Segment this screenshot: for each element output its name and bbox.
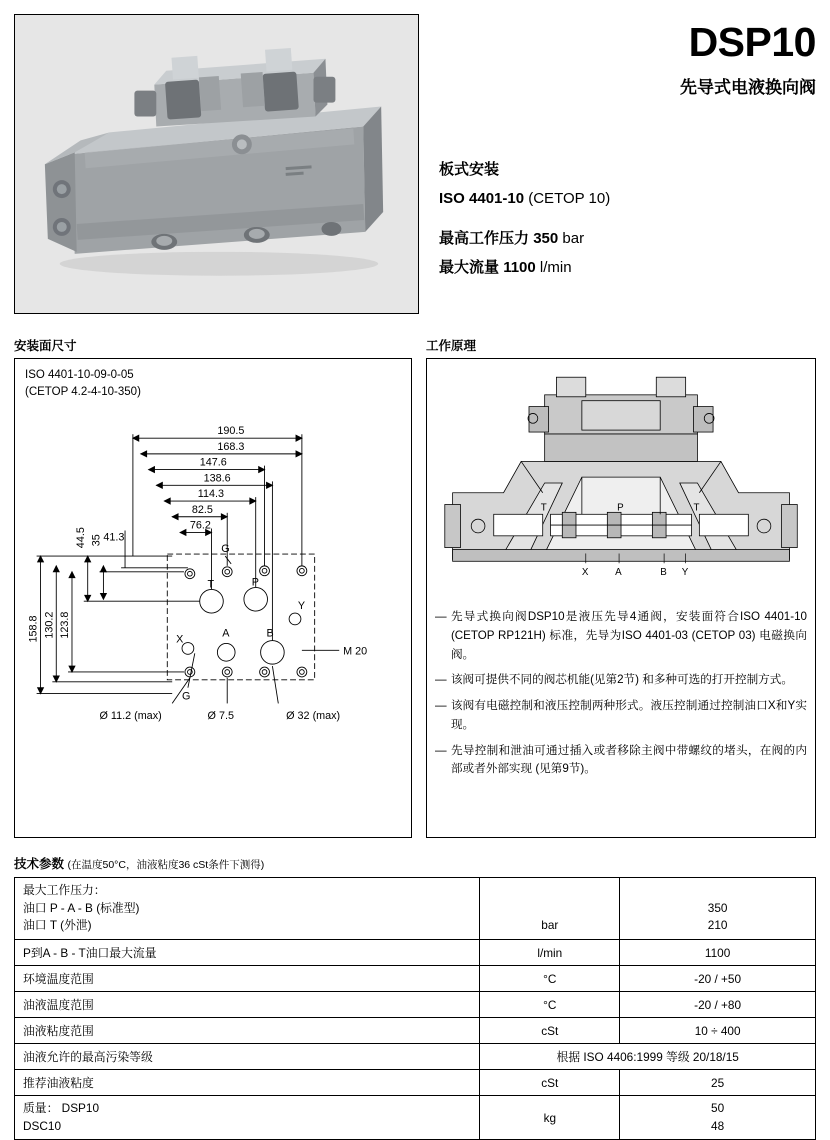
port-label-B: B bbox=[266, 627, 274, 640]
cell-unit: cSt bbox=[480, 1018, 620, 1044]
hole-note-2: Ø 7.5 bbox=[207, 710, 234, 723]
diagram-label-X: X bbox=[581, 566, 589, 578]
bullet-item bbox=[435, 742, 807, 780]
diagram-label-P: P bbox=[617, 502, 624, 514]
cell-value: 10 ÷ 400 bbox=[620, 1018, 816, 1044]
cell-value-merged: 根据 ISO 4406:1999 等级 20/18/15 bbox=[480, 1044, 816, 1070]
table-row bbox=[15, 1070, 816, 1096]
hole-note-1: Ø 11.2 (max) bbox=[99, 710, 162, 723]
cell-unit: °C bbox=[480, 966, 620, 992]
dim-168-3: 168.3 bbox=[217, 440, 245, 453]
spec-block bbox=[439, 156, 816, 282]
bullet-text: 该阀有电磁控制和液压控制两种形式。液压控制通过控制油口X和Y实现。 bbox=[450, 699, 807, 731]
cell-label: P到A - B - T油口最大流量 bbox=[15, 940, 480, 966]
table-row bbox=[15, 1018, 816, 1044]
cell-unit bbox=[480, 878, 620, 940]
bullet-text: 先导式换向阀DSP10是液压先导4通阀，安装面符合ISO 4401-10 (CETOP RP121H) 标准，先导为ISO 4401-03 (CETOP 03) 电磁换向阀。 bbox=[450, 610, 807, 661]
port-label-G-top: G bbox=[221, 543, 230, 556]
dash-marker: — bbox=[434, 610, 447, 623]
port-label-X: X bbox=[176, 633, 184, 646]
port-label-Y: Y bbox=[297, 600, 306, 613]
product-name-cn: 先导式电液换向阀 bbox=[680, 78, 816, 97]
diagram-label-A: A bbox=[615, 566, 622, 578]
tech-section-title: 技术参数 bbox=[14, 857, 65, 871]
max-pressure-unit: bar bbox=[562, 230, 585, 247]
value-line: 50 bbox=[711, 1101, 725, 1116]
cell-label: 油液允许的最高污染等级 bbox=[15, 1044, 480, 1070]
cell-label: 油液粘度范围 bbox=[15, 1018, 480, 1044]
bullet-item bbox=[435, 608, 807, 664]
cell-value: 1100 bbox=[620, 940, 816, 966]
max-pressure-line bbox=[439, 225, 816, 254]
panels-row bbox=[14, 336, 816, 838]
title-column bbox=[433, 14, 816, 314]
principle-column bbox=[426, 336, 816, 838]
port-label-P: P bbox=[251, 576, 259, 589]
max-flow-line bbox=[439, 254, 816, 283]
dim-190-5: 190.5 bbox=[217, 425, 245, 438]
mounting-face-drawing bbox=[15, 405, 411, 825]
table-row bbox=[15, 1096, 816, 1140]
tech-specs-table bbox=[14, 877, 816, 1140]
cell-label: 推荐油液粘度 bbox=[15, 1070, 480, 1096]
dim-41-3: 41.3 bbox=[103, 531, 125, 544]
dim-123-8: 123.8 bbox=[59, 611, 72, 639]
value-line: 210 bbox=[707, 918, 728, 933]
label-line: 油口 T (外泄) bbox=[23, 918, 92, 933]
dim-138-6: 138.6 bbox=[203, 472, 231, 485]
diagram-label-B: B bbox=[660, 566, 667, 578]
standard-code: ISO 4401-10 bbox=[439, 189, 525, 207]
value-line: 48 bbox=[711, 1118, 725, 1133]
cell-value bbox=[620, 878, 816, 940]
dim-130-2: 130.2 bbox=[43, 611, 56, 639]
dim-35: 35 bbox=[90, 534, 103, 547]
table-row bbox=[15, 966, 816, 992]
bullet-text: 先导控制和泄油可通过插入或者移除主阀中带螺纹的堵头，在阀的内部或者外部实现 (见第9节)。 bbox=[450, 743, 807, 776]
tech-section-note: (在温度50°C，油液粘度36 cSt条件下测得) bbox=[67, 859, 265, 871]
mounting-column bbox=[14, 336, 412, 838]
cell-value bbox=[620, 1096, 816, 1140]
bullet-item bbox=[435, 697, 807, 735]
cell-value: -20 / +80 bbox=[620, 992, 816, 1018]
dim-114-3: 114.3 bbox=[197, 488, 224, 501]
iso-standard-line1: ISO 4401-10-09-0-05 bbox=[25, 369, 134, 381]
cell-label: 环境温度范围 bbox=[15, 966, 480, 992]
dim-82-5: 82.5 bbox=[191, 503, 213, 516]
bullet-item bbox=[435, 671, 807, 690]
port-label-G-bottom: G bbox=[182, 690, 191, 703]
cell-unit: l/min bbox=[480, 940, 620, 966]
dash-marker: — bbox=[434, 699, 447, 713]
standard-paren: (CETOP 10) bbox=[528, 189, 611, 207]
valve-photo-illustration bbox=[15, 15, 418, 314]
max-flow-unit: l/min bbox=[539, 258, 572, 276]
cell-value: 25 bbox=[620, 1070, 816, 1096]
product-photo bbox=[14, 14, 419, 314]
label-line: 质量： DSP10 bbox=[23, 1101, 100, 1116]
diagram-label-T-left: T bbox=[540, 502, 547, 514]
bullet-text: 该阀可提供不同的阀芯机能(见第2节) 和多种可选的打开控制方式。 bbox=[450, 673, 793, 687]
dash-marker: — bbox=[434, 743, 447, 757]
cell-unit: kg bbox=[480, 1096, 620, 1140]
port-label-A: A bbox=[222, 627, 230, 640]
cell-label bbox=[15, 1096, 480, 1140]
thread-label-m20: M 20 bbox=[343, 645, 368, 658]
table-row bbox=[15, 940, 816, 966]
mounting-section-title: 安装面尺寸 bbox=[14, 339, 77, 353]
diagram-label-T-right: T bbox=[693, 502, 700, 514]
max-flow-value: 1100 bbox=[503, 258, 536, 276]
principle-section-title: 工作原理 bbox=[425, 339, 476, 353]
cell-label bbox=[15, 878, 480, 940]
dash-marker: — bbox=[434, 673, 447, 687]
mount-label: 板式安装 bbox=[439, 161, 500, 178]
dim-44-5: 44.5 bbox=[74, 527, 87, 549]
principle-bullets bbox=[435, 608, 807, 779]
max-flow-label: 最大流量 bbox=[439, 258, 500, 276]
cell-label: 油液温度范围 bbox=[15, 992, 480, 1018]
valve-section-diagram bbox=[435, 365, 807, 597]
dim-158-8: 158.8 bbox=[27, 615, 40, 643]
principle-panel bbox=[426, 358, 816, 838]
standard-line bbox=[439, 185, 816, 214]
cell-value: -20 / +50 bbox=[620, 966, 816, 992]
table-row bbox=[15, 992, 816, 1018]
cell-unit: °C bbox=[480, 992, 620, 1018]
diagram-label-Y: Y bbox=[681, 566, 689, 578]
max-pressure-value: 350 bbox=[533, 230, 559, 247]
tech-section-header bbox=[14, 854, 816, 872]
hole-note-3: Ø 32 (max) bbox=[286, 710, 341, 723]
unit-line: bar bbox=[541, 918, 559, 933]
table-row bbox=[15, 878, 816, 940]
header bbox=[14, 14, 816, 314]
dim-76-2: 76.2 bbox=[189, 519, 211, 532]
label-line: 油口 P - A - B (标准型) bbox=[23, 900, 140, 915]
table-row bbox=[15, 1044, 816, 1070]
product-code: DSP10 bbox=[688, 19, 816, 65]
dim-147-6: 147.6 bbox=[199, 456, 227, 469]
iso-standard-line2: (CETOP 4.2-4-10-350) bbox=[25, 385, 141, 398]
label-line: 最大工作压力： bbox=[23, 883, 106, 897]
value-line: 350 bbox=[707, 900, 728, 915]
port-label-T: T bbox=[207, 578, 215, 591]
cell-unit: cSt bbox=[480, 1070, 620, 1096]
label-line: DSC10 bbox=[23, 1118, 62, 1133]
max-pressure-label: 最高工作压力 bbox=[439, 230, 530, 247]
mounting-panel bbox=[14, 358, 412, 838]
